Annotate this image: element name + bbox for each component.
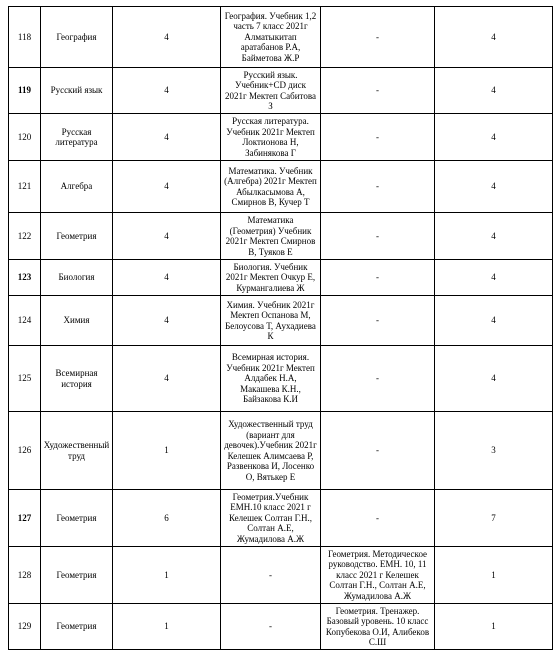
grade-cell: 4: [113, 114, 221, 161]
subject-cell: Русская литература: [41, 114, 113, 161]
row-number: 120: [9, 114, 41, 161]
textbook-cell: Художественный труд (вариант для девочек).Учебник 2021г Келешек Алимсаева Р, Развенкова И, Лосенко О, Вятькер Е: [221, 412, 321, 490]
subject-cell: Геометрия: [41, 604, 113, 650]
grade-cell: 4: [113, 213, 221, 260]
table-row: [9, 412, 553, 490]
count-cell: 4: [435, 296, 553, 346]
count-cell: 4: [435, 346, 553, 412]
grade-cell: 1: [113, 604, 221, 650]
subject-cell: Всемирная история: [41, 346, 113, 412]
subject-cell: Геометрия: [41, 213, 113, 260]
textbook-cell: Математика (Геометрия) Учебник 2021г Мектеп Смирнов В, Туяков Е: [221, 213, 321, 260]
count-cell: 4: [435, 68, 553, 114]
subject-cell: Геометрия: [41, 490, 113, 547]
methodical-cell: -: [321, 161, 435, 213]
textbook-cell: Русская литература. Учебник 2021г Мектеп Локтионова Н, Забинякова Г: [221, 114, 321, 161]
table-row: [9, 490, 553, 547]
grade-cell: 4: [113, 260, 221, 296]
row-number: 125: [9, 346, 41, 412]
table-row: [9, 547, 553, 604]
grade-cell: 1: [113, 412, 221, 490]
row-number: 126: [9, 412, 41, 490]
row-number: 124: [9, 296, 41, 346]
subject-cell: Геометрия: [41, 547, 113, 604]
methodical-cell: -: [321, 68, 435, 114]
methodical-cell: -: [321, 490, 435, 547]
grade-cell: 4: [113, 68, 221, 114]
grade-cell: 4: [113, 346, 221, 412]
methodical-cell: -: [321, 412, 435, 490]
subject-cell: Художественный труд: [41, 412, 113, 490]
table-row: [9, 161, 553, 213]
textbook-cell: Химия. Учебник 2021г Мектеп Оспанова М, Белоусова Т, Аухадиева К: [221, 296, 321, 346]
row-number: 118: [9, 7, 41, 68]
table-row: [9, 296, 553, 346]
textbook-cell: Биология. Учебник 2021г Мектеп Очкур Е, Курмангалиева Ж: [221, 260, 321, 296]
count-cell: 1: [435, 547, 553, 604]
methodical-cell: Геометрия. Методическое руководство. ЕМН. 10, 11 класс 2021 г Келешек Солтан Г.Н., Солтан А.Е, Жумадилова А.Ж: [321, 547, 435, 604]
table-row: [9, 68, 553, 114]
count-cell: 1: [435, 604, 553, 650]
grade-cell: 1: [113, 547, 221, 604]
table-row: [9, 260, 553, 296]
subject-cell: Химия: [41, 296, 113, 346]
inventory-table-body: [9, 7, 553, 650]
subject-cell: География: [41, 7, 113, 68]
row-number: 123: [9, 260, 41, 296]
methodical-cell: -: [321, 114, 435, 161]
methodical-cell: -: [321, 213, 435, 260]
count-cell: 4: [435, 114, 553, 161]
row-number: 127: [9, 490, 41, 547]
row-number: 122: [9, 213, 41, 260]
subject-cell: Русский язык: [41, 68, 113, 114]
table-row: [9, 7, 553, 68]
subject-cell: Алгебра: [41, 161, 113, 213]
textbook-cell: Математика. Учебник (Алгебра) 2021г Мектеп Абылкасымова А, Смирнов В, Кучер Т: [221, 161, 321, 213]
textbook-cell: География. Учебник 1,2 часть 7 класс 2021г Алматыкитап аратабанов Р.А, Байметова Ж.Р: [221, 7, 321, 68]
textbook-cell: Русский язык. Учебник+CD диск 2021г Мектеп Сабитова З: [221, 68, 321, 114]
inventory-table: [8, 6, 553, 650]
textbook-cell: -: [221, 547, 321, 604]
row-number: 119: [9, 68, 41, 114]
row-number: 129: [9, 604, 41, 650]
count-cell: 4: [435, 213, 553, 260]
count-cell: 4: [435, 7, 553, 68]
textbook-cell: Всемирная история. Учебник 2021г Мектеп Алдабек Н.А, Макашева К.Н., Байзакова К.И: [221, 346, 321, 412]
row-number: 121: [9, 161, 41, 213]
methodical-cell: Геометрия. Тренажер. Базовый уровень. 10 класс Копубекова О.И, Алибеков С.Ш: [321, 604, 435, 650]
grade-cell: 4: [113, 161, 221, 213]
methodical-cell: -: [321, 346, 435, 412]
methodical-cell: -: [321, 296, 435, 346]
table-row: [9, 604, 553, 650]
textbook-cell: -: [221, 604, 321, 650]
row-number: 128: [9, 547, 41, 604]
count-cell: 4: [435, 260, 553, 296]
subject-cell: Биология: [41, 260, 113, 296]
methodical-cell: -: [321, 260, 435, 296]
table-row: [9, 213, 553, 260]
count-cell: 4: [435, 161, 553, 213]
count-cell: 7: [435, 490, 553, 547]
count-cell: 3: [435, 412, 553, 490]
grade-cell: 6: [113, 490, 221, 547]
table-row: [9, 346, 553, 412]
table-row: [9, 114, 553, 161]
textbook-cell: Геометрия.Учебник ЕМН.10 класс 2021 г Келешек Солтан Г.Н., Солтан А.Е, Жумадилова А.Ж: [221, 490, 321, 547]
grade-cell: 4: [113, 7, 221, 68]
methodical-cell: -: [321, 7, 435, 68]
grade-cell: 4: [113, 296, 221, 346]
